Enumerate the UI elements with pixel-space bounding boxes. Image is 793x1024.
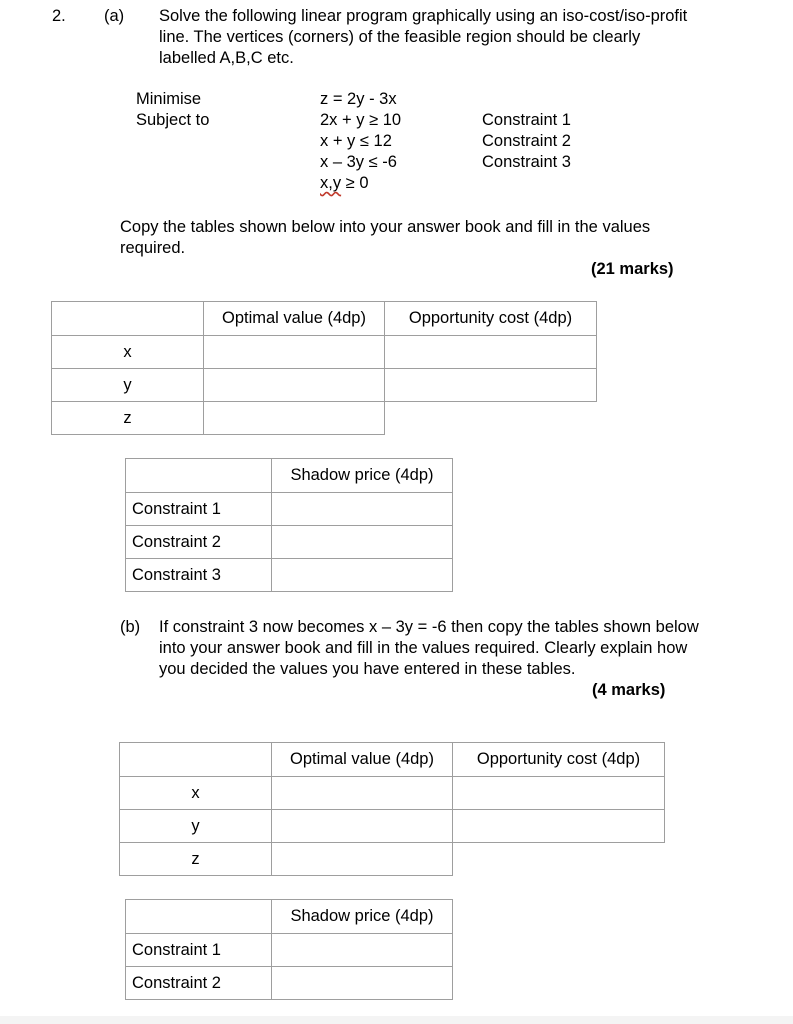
answer-cell[interactable] [453,810,665,843]
copy-instruction-line-1: Copy the tables shown below into your answer book and fill in the values [120,218,651,236]
question-number: 2. [52,7,66,25]
part-a-line-2: line. The vertices (corners) of the feasible region should be clearly [159,28,641,46]
table-header-row [120,743,665,777]
objective-function: z = 2y - 3x [320,90,397,108]
table-row [120,810,665,843]
answer-cell[interactable] [272,559,453,592]
table-row [126,493,453,526]
row-label-y: y [120,810,272,843]
table-corner-cell [120,743,272,777]
table-row [126,559,453,592]
minimise-label: Minimise [136,90,202,108]
column-header-shadow-price: Shadow price (4dp) [272,459,453,493]
row-label-z: z [52,402,204,435]
answer-cell[interactable] [272,810,453,843]
row-label-constraint-3: Constraint 3 [126,559,272,592]
table-row [120,777,665,810]
marks-part-b: (4 marks) [592,681,666,699]
constraint-2-label: Constraint 2 [482,132,571,150]
non-negativity [320,173,369,194]
non-negativity-vars: x,y [320,174,342,192]
subject-to-label: Subject to [136,111,210,129]
row-label-x: x [52,336,204,369]
shadow-price-table-a [125,458,453,592]
answer-cell[interactable] [204,369,385,402]
row-label-y: y [52,369,204,402]
row-label-x: x [120,777,272,810]
column-header-opportunity-cost: Opportunity cost (4dp) [453,743,665,777]
table-header-row [126,900,453,934]
constraint-1-expr: 2x + y ≥ 10 [320,111,402,129]
constraint-1-label: Constraint 1 [482,111,571,129]
row-label-constraint-1: Constraint 1 [126,934,272,967]
row-label-constraint-1: Constraint 1 [126,493,272,526]
answer-cell[interactable] [272,967,453,1000]
table-row [52,402,597,435]
table-corner-cell [126,459,272,493]
answer-cell[interactable] [204,402,385,435]
answer-cell[interactable] [204,336,385,369]
blank-cell [385,402,597,435]
part-b-label: (b) [120,618,141,636]
table-header-row [126,459,453,493]
part-b-line-1: If constraint 3 now becomes x – 3y = -6 then copy the tables shown below [159,618,699,636]
table-row [120,843,665,876]
answer-cell[interactable] [385,336,597,369]
column-header-optimal-value: Optimal value (4dp) [204,302,385,336]
copy-instruction-line-2: required. [120,239,186,257]
shadow-price-table-b [125,899,453,1000]
answer-cell[interactable] [453,777,665,810]
constraint-3-expr: x – 3y ≤ -6 [320,153,397,171]
answer-cell[interactable] [272,934,453,967]
part-a-label: (a) [104,7,125,25]
constraint-2-expr: x + y ≤ 12 [320,132,392,150]
table-header-row [52,302,597,336]
variables-table-b [119,742,665,876]
answer-cell[interactable] [272,526,453,559]
part-a-line-3: labelled A,B,C etc. [159,49,294,67]
table-corner-cell [126,900,272,934]
answer-cell[interactable] [385,369,597,402]
table-row [126,526,453,559]
page-bottom-edge [0,1016,793,1024]
part-a-line-1: Solve the following linear program graphically using an iso-cost/iso-profit [159,7,688,25]
answer-cell[interactable] [272,493,453,526]
non-negativity-rest: ≥ 0 [341,174,369,192]
marks-part-a: (21 marks) [591,260,674,278]
row-label-constraint-2: Constraint 2 [126,967,272,1000]
part-b-line-2: into your answer book and fill in the values required. Clearly explain how [159,639,688,657]
answer-cell[interactable] [272,843,453,876]
row-label-constraint-2: Constraint 2 [126,526,272,559]
answer-cell[interactable] [272,777,453,810]
column-header-optimal-value: Optimal value (4dp) [272,743,453,777]
table-row [126,934,453,967]
table-corner-cell [52,302,204,336]
table-row [126,967,453,1000]
table-row [52,336,597,369]
row-label-z: z [120,843,272,876]
part-b-line-3: you decided the values you have entered in these tables. [159,660,576,678]
table-row [52,369,597,402]
column-header-opportunity-cost: Opportunity cost (4dp) [385,302,597,336]
variables-table-a [51,301,597,435]
column-header-shadow-price: Shadow price (4dp) [272,900,453,934]
blank-cell [453,843,665,876]
constraint-3-label: Constraint 3 [482,153,571,171]
